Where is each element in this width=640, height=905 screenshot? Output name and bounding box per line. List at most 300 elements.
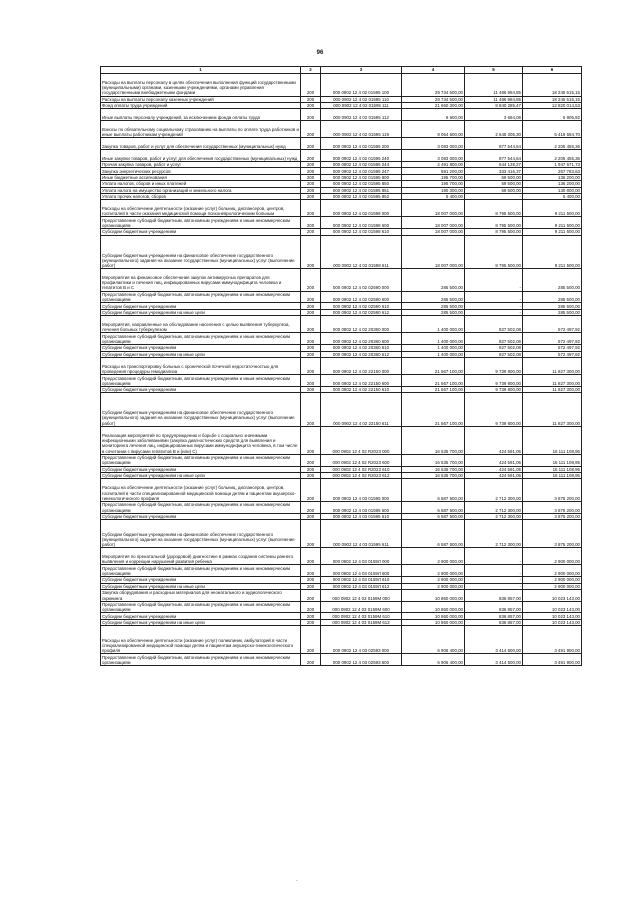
row-name-cell: Расходы на обеспечение деятельности (оказание услуг) поликлиник, амбулаторий в части специализированной медицинской помощи детям и пациентам акушерско-гинекологического профиля	[101, 626, 301, 654]
row-name-cell: Закупка оборудования и расходных материалов для неонатального и аудиологического скрининга	[101, 589, 301, 601]
row-code-cell: 200	[301, 150, 321, 162]
row-remaining-amount-cell: 16 111 108,95	[523, 454, 582, 466]
row-remaining-amount-cell: 5 400,00	[523, 193, 582, 199]
table-row	[101, 161, 582, 167]
row-classification-cell: 000 0902 12 4 02 02590 600	[321, 291, 402, 303]
row-classification-cell: 000 0902 12 4 02 01595 200	[321, 138, 402, 150]
row-classification-cell: 000 0902 12 4 03 01595 600	[321, 501, 402, 513]
row-remaining-amount-cell: 11 827 300,00	[523, 375, 582, 387]
row-classification-cell: 000 0902 12 4 03 0159М 612	[321, 619, 402, 625]
row-approved-amount-cell: 3 083 000,00	[402, 150, 465, 162]
row-code-cell: 200	[301, 466, 321, 472]
row-remaining-amount-cell: 10 023 143,00	[523, 601, 582, 613]
row-classification-cell: 000 0902 12 4 03 0159М 000	[321, 589, 402, 601]
row-classification-cell: 000 0902 12 4 03 01595 611	[321, 520, 402, 548]
row-code-cell: 200	[301, 109, 321, 121]
row-name-cell: Расходы на транспортировку больных с хронической почечной недостаточностью для проведения процедуры гемодиализа	[101, 358, 301, 375]
row-code-cell: 200	[301, 174, 321, 180]
row-executed-amount-cell: 544 128,27	[465, 161, 523, 167]
row-remaining-amount-cell: 572 497,92	[523, 333, 582, 345]
row-approved-amount-cell: 21 567 100,00	[402, 375, 465, 387]
row-name-cell: Прочая закупка товаров, работ и услуг	[101, 161, 301, 167]
row-remaining-amount-cell: 2 900 000,00	[523, 565, 582, 577]
row-approved-amount-cell: 2 900 000,00	[402, 583, 465, 589]
row-classification-cell: 000 0902 12 4 03 0159М 600	[321, 601, 402, 613]
row-approved-amount-cell: 16 535 700,00	[402, 426, 465, 454]
row-code-cell: 200	[301, 269, 321, 292]
row-name-cell: Предоставление субсидий бюджетным, автономным учреждениям и иным некоммерческим организациям	[101, 654, 301, 666]
row-classification-cell: 000 0902 12 4 02 01598 000	[321, 200, 402, 217]
row-remaining-amount-cell: 285 500,00	[523, 269, 582, 292]
row-classification-cell: 000 0902 12 4 03 01595 610	[321, 513, 402, 519]
row-classification-cell: 000 0902 12 4 02 01598 610	[321, 229, 402, 235]
row-name-cell: Расходы на обеспечение деятельности (оказание услуг) больниц, диспансеров, центров, госпиталей в части оказания медицинской помощи психоневрологическим больным	[101, 200, 301, 217]
row-approved-amount-cell: 1 400 000,00	[402, 351, 465, 357]
row-name-cell: Субсидии бюджетным учреждениям на иные цели	[101, 472, 301, 478]
table-row	[101, 181, 582, 187]
row-classification-cell: 000 0902 12 4 02 20360 612	[321, 351, 402, 357]
table-row	[101, 501, 582, 513]
table-row	[101, 269, 582, 292]
row-code-cell: 200	[301, 96, 321, 102]
row-code-cell: 200	[301, 181, 321, 187]
row-approved-amount-cell: 16 535 700,00	[402, 472, 465, 478]
row-name-cell: Иные выплаты персоналу учреждений, за исключением фонда оплаты труда	[101, 109, 301, 121]
column-header: 5	[465, 67, 523, 74]
row-name-cell: Предоставление субсидий бюджетным, автономным учреждениям и иным некоммерческим организациям	[101, 375, 301, 387]
row-name-cell: Закупка энергетических ресурсов	[101, 168, 301, 174]
row-executed-amount-cell: 836 857,00	[465, 589, 523, 601]
column-header: 4	[402, 67, 465, 74]
row-remaining-amount-cell: 9 211 500,00	[523, 235, 582, 268]
row-executed-amount-cell: 59 500,00	[465, 187, 523, 193]
row-executed-amount-cell: 8 795 500,00	[465, 235, 523, 268]
row-code-cell: 200	[301, 235, 321, 268]
row-approved-amount-cell: 285 500,00	[402, 309, 465, 315]
row-approved-amount-cell: 285 500,00	[402, 269, 465, 292]
table-row	[101, 393, 582, 426]
row-remaining-amount-cell: 2 205 455,36	[523, 150, 582, 162]
row-code-cell: 200	[301, 333, 321, 345]
row-classification-cell: 000 0902 12 4 02 20360 000	[321, 316, 402, 333]
row-name-cell: Предоставление субсидий бюджетным, автономным учреждениям и иным некоммерческим организациям	[101, 333, 301, 345]
row-classification-cell: 000 0902 12 4 02 01595 247	[321, 168, 402, 174]
row-approved-amount-cell: 29 734 500,00	[402, 74, 465, 97]
row-executed-amount-cell: 827 502,08	[465, 351, 523, 357]
row-code-cell: 200	[301, 601, 321, 613]
row-remaining-amount-cell: 572 497,92	[523, 316, 582, 333]
row-classification-cell: 000 0902 12 4 02 22150 611	[321, 393, 402, 426]
row-approved-amount-cell: 21 660 300,00	[402, 102, 465, 108]
row-code-cell: 200	[301, 654, 321, 666]
row-code-cell: 200	[301, 577, 321, 583]
column-header: 3	[321, 67, 402, 74]
table-row	[101, 121, 582, 138]
row-name-cell: Мероприятия по пренатальной (дородовой) диагностике в рамках создания системы раннего выявления и коррекции нарушений развития ребенка	[101, 548, 301, 565]
row-code-cell: 200	[301, 351, 321, 357]
row-code-cell: 200	[301, 291, 321, 303]
row-approved-amount-cell: 8 064 600,00	[402, 121, 465, 138]
row-executed-amount-cell: 9 739 800,00	[465, 393, 523, 426]
row-approved-amount-cell: 2 900 000,00	[402, 577, 465, 583]
row-classification-cell: 000 0902 12 4 02 R2023 000	[321, 426, 402, 454]
row-classification-cell: 000 0902 12 4 02 01595 244	[321, 161, 402, 167]
row-code-cell: 200	[301, 303, 321, 309]
row-name-cell: Предоставление субсидий бюджетным, автономным учреждениям и иным некоммерческим организациям	[101, 454, 301, 466]
table-row	[101, 565, 582, 577]
row-remaining-amount-cell: 1 947 671,73	[523, 161, 582, 167]
budget-table	[100, 66, 582, 666]
row-executed-amount-cell: 59 500,00	[465, 174, 523, 180]
row-code-cell: 200	[301, 121, 321, 138]
row-approved-amount-cell: 5 400,00	[402, 193, 465, 199]
row-approved-amount-cell: 18 007 000,00	[402, 200, 465, 217]
row-classification-cell: 000 0902 12 4 02 22150 610	[321, 386, 402, 392]
row-executed-amount-cell: -	[465, 583, 523, 589]
row-executed-amount-cell: 424 591,05	[465, 426, 523, 454]
row-executed-amount-cell: 2 645 005,30	[465, 121, 523, 138]
row-classification-cell: 000 0902 12 4 02 02590 000	[321, 269, 402, 292]
table-row	[101, 426, 582, 454]
row-executed-amount-cell: 836 857,00	[465, 613, 523, 619]
row-approved-amount-cell: 6 587 500,00	[402, 513, 465, 519]
row-code-cell: 200	[301, 187, 321, 193]
row-code-cell: 200	[301, 316, 321, 333]
row-executed-amount-cell: -	[465, 577, 523, 583]
row-classification-cell: 000 0902 12 4 02 02590 612	[321, 309, 402, 315]
row-approved-amount-cell: 2 900 000,00	[402, 548, 465, 565]
row-code-cell: 200	[301, 583, 321, 589]
row-code-cell: 200	[301, 386, 321, 392]
row-name-cell: Субсидии бюджетным учреждениям на финансовое обеспечение государственного (муниципального) задания на оказание государственных (муниципальных) услуг (выполнение работ)	[101, 393, 301, 426]
table-row	[101, 479, 582, 502]
row-code-cell: 200	[301, 375, 321, 387]
row-name-cell: Субсидии бюджетным учреждениям	[101, 577, 301, 583]
row-remaining-amount-cell: 2 900 000,00	[523, 548, 582, 565]
row-code-cell: 200	[301, 138, 321, 150]
table-row	[101, 333, 582, 345]
row-approved-amount-cell: 2 491 800,00	[402, 161, 465, 167]
column-header: 6	[523, 67, 582, 74]
column-header: 1	[101, 67, 301, 74]
table-row	[101, 601, 582, 613]
row-name-cell: Предоставление субсидий бюджетным, автономным учреждениям и иным некоммерческим организациям	[101, 217, 301, 229]
page-number: 96	[316, 50, 324, 56]
row-approved-amount-cell: 6 587 500,00	[402, 520, 465, 548]
table-row	[101, 200, 582, 217]
row-classification-cell: 000 0902 12 4 03 0159Л 610	[321, 577, 402, 583]
row-name-cell: Реализация мероприятий по предупреждению и борьбе с социально значимыми инфекционными заболеваниями (закупка диагностических средств для выявления и мониторинга лечения лиц, инфицированных вирусами иммунодефицита человека, в том числе в сочетании с вирусами гепатитов B и (или) C)	[101, 426, 301, 454]
row-approved-amount-cell: 1 400 000,00	[402, 333, 465, 345]
row-remaining-amount-cell: 11 827 300,00	[523, 386, 582, 392]
row-remaining-amount-cell: 9 211 500,00	[523, 200, 582, 217]
row-classification-cell: 000 0902 12 4 03 02593 000	[321, 626, 402, 654]
row-approved-amount-cell: 6 906 400,00	[402, 654, 465, 666]
row-executed-amount-cell: 8 840 285,47	[465, 102, 523, 108]
row-executed-amount-cell: 8 795 500,00	[465, 217, 523, 229]
row-name-cell: Субсидии бюджетным учреждениям	[101, 613, 301, 619]
row-classification-cell: 000 0902 12 4 03 0159Л 612	[321, 583, 402, 589]
row-name-cell: Субсидии бюджетным учреждениям	[101, 513, 301, 519]
row-remaining-amount-cell: 10 023 143,00	[523, 619, 582, 625]
table-row	[101, 217, 582, 229]
row-executed-amount-cell: 9 739 800,00	[465, 358, 523, 375]
row-name-cell: Субсидии бюджетным учреждениям	[101, 386, 301, 392]
row-classification-cell: 000 0902 12 4 02 R2023 600	[321, 454, 402, 466]
table-row	[101, 513, 582, 519]
table-row	[101, 589, 582, 601]
row-code-cell: 200	[301, 479, 321, 502]
row-approved-amount-cell: 16 535 700,00	[402, 466, 465, 472]
row-remaining-amount-cell: 16 111 108,95	[523, 426, 582, 454]
row-name-cell: Расходы на обеспечение деятельности (оказание услуг) больниц, диспансеров, центров, госпиталей в части специализированной медицинской помощи детям и пациентам акушерско-гинекологического профиля	[101, 479, 301, 502]
row-executed-amount-cell: 827 502,08	[465, 316, 523, 333]
row-approved-amount-cell: 591 200,00	[402, 168, 465, 174]
row-executed-amount-cell: 877 544,64	[465, 138, 523, 150]
row-name-cell: Субсидии бюджетным учреждениям	[101, 303, 301, 309]
row-classification-cell: 000 0902 12 4 02 01595 240	[321, 150, 402, 162]
row-name-cell: Субсидии бюджетным учреждениям на иные цели	[101, 619, 301, 625]
row-approved-amount-cell: 2 900 000,00	[402, 565, 465, 577]
row-classification-cell: 000 0902 12 4 03 01595 000	[321, 479, 402, 502]
row-code-cell: 200	[301, 548, 321, 565]
row-classification-cell: 000 0902 12 4 02 01598 600	[321, 217, 402, 229]
row-executed-amount-cell: -	[465, 548, 523, 565]
row-remaining-amount-cell: 285 500,00	[523, 291, 582, 303]
table-row	[101, 235, 582, 268]
row-executed-amount-cell: -	[465, 291, 523, 303]
row-classification-cell: 000 0902 12 4 02 01595 112	[321, 109, 402, 121]
row-executed-amount-cell: 8 795 500,00	[465, 200, 523, 217]
row-approved-amount-cell: 9 600,00	[402, 109, 465, 121]
row-remaining-amount-cell: 2 205 455,36	[523, 138, 582, 150]
row-name-cell: Иные закупки товаров, работ и услуг для обеспечения государственных (муниципальных) нужд	[101, 150, 301, 162]
row-approved-amount-cell: 6 906 400,00	[402, 626, 465, 654]
row-name-cell: Субсидии бюджетным учреждениям	[101, 466, 301, 472]
row-code-cell: 200	[301, 520, 321, 548]
row-name-cell: Уплата налогов, сборов и иных платежей	[101, 181, 301, 187]
row-classification-cell: 000 0902 12 4 03 0159М 610	[321, 613, 402, 619]
row-name-cell: Субсидии бюджетным учреждениям на иные цели	[101, 351, 301, 357]
row-executed-amount-cell: 827 502,08	[465, 345, 523, 351]
row-remaining-amount-cell: 16 111 108,95	[523, 472, 582, 478]
row-executed-amount-cell: -	[465, 269, 523, 292]
table-row	[101, 654, 582, 666]
row-name-cell: Взносы по обязательному социальному страхованию на выплаты по оплате труда работников и иные выплаты работникам учреждений	[101, 121, 301, 138]
table-row	[101, 613, 582, 619]
row-approved-amount-cell: 6 587 500,00	[402, 479, 465, 502]
row-name-cell: Субсидии бюджетным учреждениям	[101, 229, 301, 235]
table-row	[101, 358, 582, 375]
footer-mark: -	[296, 878, 298, 884]
table-row	[101, 375, 582, 387]
table-header-row	[101, 67, 582, 74]
row-name-cell: Расходы на выплаты персоналу казенных учреждений	[101, 96, 301, 102]
row-classification-cell: 000 0902 12 4 02 01595 852	[321, 193, 402, 199]
row-approved-amount-cell: 10 860 000,00	[402, 589, 465, 601]
row-remaining-amount-cell: 16 111 108,95	[523, 466, 582, 472]
row-name-cell: Субсидии бюджетным учреждениям на финансовое обеспечение государственного (муниципального) задания на оказание государственных (муниципальных) услуг (выполнение работ)	[101, 235, 301, 268]
row-executed-amount-cell: 836 857,00	[465, 619, 523, 625]
row-remaining-amount-cell: 3 491 900,00	[523, 654, 582, 666]
row-executed-amount-cell: 9 739 800,00	[465, 375, 523, 387]
row-code-cell: 200	[301, 309, 321, 315]
row-classification-cell: 000 0902 12 4 02 20360 610	[321, 345, 402, 351]
row-remaining-amount-cell: 3 875 200,00	[523, 520, 582, 548]
row-approved-amount-cell: 3 083 000,00	[402, 138, 465, 150]
table-row	[101, 351, 582, 357]
row-classification-cell: 000 0902 12 4 02 R2023 610	[321, 466, 402, 472]
table-row	[101, 454, 582, 466]
row-executed-amount-cell: 3 694,08	[465, 109, 523, 121]
row-remaining-amount-cell: 12 820 014,53	[523, 102, 582, 108]
row-classification-cell: 000 0902 12 4 02 02590 610	[321, 303, 402, 309]
row-executed-amount-cell: 424 591,05	[465, 454, 523, 466]
row-remaining-amount-cell: 572 497,92	[523, 345, 582, 351]
row-remaining-amount-cell: 10 023 143,00	[523, 613, 582, 619]
row-code-cell: 200	[301, 393, 321, 426]
row-approved-amount-cell: 16 535 700,00	[402, 454, 465, 466]
row-code-cell: 200	[301, 168, 321, 174]
row-code-cell: 200	[301, 161, 321, 167]
row-code-cell: 200	[301, 345, 321, 351]
row-approved-amount-cell: 1 400 000,00	[402, 345, 465, 351]
row-executed-amount-cell: 827 502,08	[465, 333, 523, 345]
table-row	[101, 109, 582, 121]
row-executed-amount-cell: -	[465, 303, 523, 309]
row-name-cell: Предоставление субсидий бюджетным, автономным учреждениям и иным некоммерческим организациям	[101, 565, 301, 577]
row-name-cell: Закупка товаров, работ и услуг для обеспечения государственных (муниципальных) нужд	[101, 138, 301, 150]
row-code-cell: 200	[301, 74, 321, 97]
row-name-cell: Субсидии бюджетным учреждениям на финансовое обеспечение государственного (муниципального) задания на оказание государственных (муниципальных) услуг (выполнение работ)	[101, 520, 301, 548]
row-executed-amount-cell: 9 739 800,00	[465, 386, 523, 392]
row-name-cell: Субсидии бюджетным учреждениям на иные цели	[101, 309, 301, 315]
row-code-cell: 200	[301, 589, 321, 601]
row-executed-amount-cell: 2 712 300,00	[465, 520, 523, 548]
row-approved-amount-cell: 285 500,00	[402, 303, 465, 309]
row-name-cell: Уплата прочих налогов, сборов	[101, 193, 301, 199]
row-executed-amount-cell: 877 544,64	[465, 150, 523, 162]
row-code-cell: 200	[301, 513, 321, 519]
row-name-cell: Расходы на выплаты персоналу в целях обеспечения выполнения функций государственными (муниципальными) органами, казенными учреждениями, органами управления государственными внебюджетными фондами	[101, 74, 301, 97]
row-remaining-amount-cell: 3 491 900,00	[523, 626, 582, 654]
row-code-cell: 200	[301, 454, 321, 466]
row-code-cell: 200	[301, 565, 321, 577]
row-approved-amount-cell: 18 007 000,00	[402, 229, 465, 235]
row-executed-amount-cell: -	[465, 309, 523, 315]
row-approved-amount-cell: 285 500,00	[402, 291, 465, 303]
table-row	[101, 472, 582, 478]
table-row	[101, 548, 582, 565]
row-classification-cell: 000 0902 12 4 02 01598 611	[321, 235, 402, 268]
row-approved-amount-cell: 1 400 000,00	[402, 316, 465, 333]
table-row	[101, 187, 582, 193]
row-name-cell: Мероприятия на финансовое обеспечение закупок антивирусных препаратов для профилактики и лечения лиц, инфицированных вирусами иммунодефицита человека и гепатитов В и С	[101, 269, 301, 292]
row-approved-amount-cell: 18 007 000,00	[402, 217, 465, 229]
table-row	[101, 626, 582, 654]
row-code-cell: 200	[301, 358, 321, 375]
row-classification-cell: 000 0902 12 4 02 01595 119	[321, 121, 402, 138]
row-classification-cell: 000 0902 12 4 02 22150 600	[321, 375, 402, 387]
row-remaining-amount-cell: 3 875 200,00	[523, 501, 582, 513]
table-row	[101, 138, 582, 150]
row-approved-amount-cell: 21 567 100,00	[402, 358, 465, 375]
table-row	[101, 150, 582, 162]
row-approved-amount-cell: 6 587 500,00	[402, 501, 465, 513]
row-executed-amount-cell: 333 416,37	[465, 168, 523, 174]
table-row	[101, 229, 582, 235]
column-header: 2	[301, 67, 321, 74]
row-classification-cell: 000 0902 12 4 02 01595 800	[321, 174, 402, 180]
row-code-cell: 200	[301, 426, 321, 454]
table-row	[101, 316, 582, 333]
row-remaining-amount-cell: 136 200,00	[523, 174, 582, 180]
row-remaining-amount-cell: 136 200,00	[523, 181, 582, 187]
row-remaining-amount-cell: 130 800,00	[523, 187, 582, 193]
row-code-cell: 200	[301, 193, 321, 199]
row-approved-amount-cell: 21 567 100,00	[402, 386, 465, 392]
table-row	[101, 466, 582, 472]
row-remaining-amount-cell: 18 245 515,15	[523, 74, 582, 97]
row-classification-cell: 000 0902 12 4 02 01595 100	[321, 74, 402, 97]
row-executed-amount-cell: 11 486 984,85	[465, 96, 523, 102]
row-remaining-amount-cell: 10 023 143,00	[523, 589, 582, 601]
table-row	[101, 74, 582, 97]
row-code-cell: 200	[301, 200, 321, 217]
row-approved-amount-cell: 10 860 000,00	[402, 613, 465, 619]
row-classification-cell: 000 0902 12 4 02 20360 600	[321, 333, 402, 345]
row-remaining-amount-cell: 257 783,63	[523, 168, 582, 174]
row-approved-amount-cell: 29 734 500,00	[402, 96, 465, 102]
table-row	[101, 386, 582, 392]
row-remaining-amount-cell: 2 900 000,00	[523, 577, 582, 583]
row-executed-amount-cell: 836 857,00	[465, 601, 523, 613]
row-remaining-amount-cell: 11 827 300,00	[523, 393, 582, 426]
row-executed-amount-cell: 59 500,00	[465, 181, 523, 187]
row-executed-amount-cell: 2 712 300,00	[465, 479, 523, 502]
row-approved-amount-cell: 18 007 000,00	[402, 235, 465, 268]
row-executed-amount-cell: -	[465, 193, 523, 199]
row-remaining-amount-cell: 18 245 515,15	[523, 96, 582, 102]
row-classification-cell: 000 0902 12 4 03 0159Л 600	[321, 565, 402, 577]
row-executed-amount-cell: 424 591,05	[465, 472, 523, 478]
row-approved-amount-cell: 195 700,00	[402, 174, 465, 180]
row-executed-amount-cell: -	[465, 565, 523, 577]
row-remaining-amount-cell: 9 211 500,00	[523, 229, 582, 235]
row-remaining-amount-cell: 3 875 200,00	[523, 513, 582, 519]
row-code-cell: 200	[301, 472, 321, 478]
row-executed-amount-cell: 424 591,05	[465, 466, 523, 472]
row-remaining-amount-cell: 9 211 500,00	[523, 217, 582, 229]
row-name-cell: Предоставление субсидий бюджетным, автономным учреждениям и иным некоммерческим организациям	[101, 291, 301, 303]
row-code-cell: 200	[301, 626, 321, 654]
row-approved-amount-cell: 21 567 100,00	[402, 393, 465, 426]
row-classification-cell: 000 0902 12 4 02 01595 851	[321, 187, 402, 193]
row-executed-amount-cell: 3 414 500,00	[465, 654, 523, 666]
row-remaining-amount-cell: 572 497,92	[523, 351, 582, 357]
row-remaining-amount-cell: 11 827 300,00	[523, 358, 582, 375]
row-executed-amount-cell: 3 414 500,00	[465, 626, 523, 654]
row-code-cell: 200	[301, 613, 321, 619]
row-remaining-amount-cell: 3 875 200,00	[523, 479, 582, 502]
row-remaining-amount-cell: 285 500,00	[523, 309, 582, 315]
table-row	[101, 619, 582, 625]
row-classification-cell: 000 0902 12 4 02 R2023 612	[321, 472, 402, 478]
row-code-cell: 200	[301, 229, 321, 235]
row-name-cell: Предоставление субсидий бюджетным, автономным учреждениям и иным некоммерческим организациям	[101, 501, 301, 513]
row-executed-amount-cell: 11 486 984,85	[465, 74, 523, 97]
row-code-cell: 200	[301, 619, 321, 625]
